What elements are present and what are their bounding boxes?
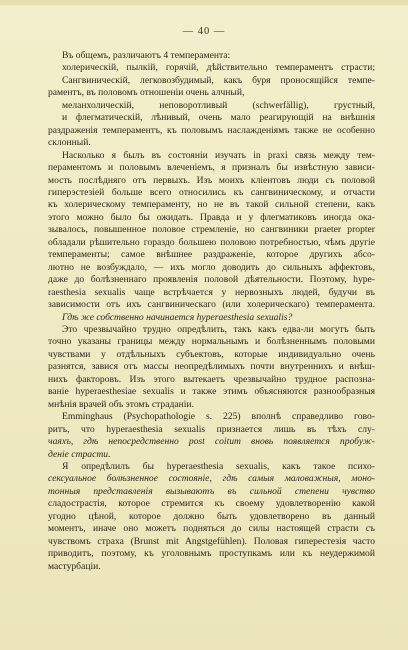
text-line: пераментомъ и половымъ влеченіемъ, я призналъ бы извѣстную зависи- bbox=[48, 162, 375, 174]
text-line: Насколько я былъ въ состояніи изучать in praxi связь между тем- bbox=[62, 149, 375, 161]
text-line: тонныя представленія вызываютъ въ сильной степени чувство bbox=[48, 485, 375, 497]
text-line: раментъ, въ половомъ отношеніи очень алчный, bbox=[48, 87, 245, 99]
text-line: моментъ, иначе оно можетъ подняться до силы настоящей страсти съ bbox=[48, 523, 375, 535]
text-line: чувствами у отдѣльныхъ субъектовъ, которые индивидуально очень bbox=[48, 348, 375, 360]
text-line: мастурбаціи. bbox=[48, 560, 101, 572]
text-line: сексуальное болѣзненное состояніе, гдѣ самыя маловажныя, моно- bbox=[48, 473, 375, 485]
text-line: къ холерическому темпераменту, но не въ такой сильной степени, какъ bbox=[48, 199, 375, 211]
text-line: Гдѣ же собственно начинается hyperaesthesia sexualis? bbox=[62, 311, 293, 323]
text-line: зависимости отъ ихъ сангвиническаго (или холерическаго) темперамента. bbox=[48, 299, 375, 311]
text-line: холерическій, пылкій, горячій, дѣйствительно темпераментъ страсти; bbox=[62, 62, 375, 74]
text-line: даже до болѣзненнаго проявленія половой дѣятельности. Поэтому, hype- bbox=[48, 274, 375, 286]
page-number: — 40 — bbox=[182, 26, 226, 37]
text-line: Сангвиническій, легковозбудимый, какъ буря проносящійся темпе- bbox=[62, 74, 375, 86]
text-line: чаяхъ, гдѣ непосредственно post coitum вновь появляется пробуж- bbox=[48, 436, 375, 448]
text-line: Emminghaus (Psychopathologie s. 225) вполнѣ справедливо гово- bbox=[62, 411, 375, 423]
text-line: нихъ факторовъ. Изъ этого вытекаетъ чрезвычайно трудное распозна- bbox=[48, 373, 375, 385]
text-line: деніе страсти. bbox=[48, 448, 111, 460]
text-line: темпераменты; самое внѣшнее раздраженіе, которое другихъ абсо- bbox=[48, 249, 375, 261]
text-line: мнѣнія врачей объ этомъ страданіи. bbox=[48, 398, 194, 410]
text-line: и флегматическій, лѣнивый, очень мало реагирующій на внѣшнія bbox=[62, 112, 375, 124]
text-line: склонный. bbox=[48, 137, 91, 149]
text-line: приводитъ, поэтому, къ уголовнымъ проступкамъ или къ неудержимой bbox=[48, 548, 375, 560]
text-line: точно указаны границы между нормальнымъ и болѣзненнымъ половыми bbox=[48, 336, 375, 348]
text-line: разнятся, завися отъ массы неопредѣлимыхъ почти внутреннихъ и внѣш- bbox=[48, 361, 375, 373]
text-line: raesthesia sexualis чаще встрѣчается у нервозныхъ людей, будучи въ bbox=[48, 286, 375, 298]
text-line: чувствомъ страха (Brunst mit Angstgefühlen). Половая гиперестезія часто bbox=[48, 535, 375, 547]
body-text bbox=[48, 50, 375, 573]
text-line: меланхолическій, неповоротливый (schwerfällig), грустный, bbox=[62, 99, 375, 111]
text-line: ваніе hyperaesthesiae sexualis и также этимъ объясняются разнообразныя bbox=[48, 386, 375, 398]
text-line: ритъ, что hyperaesthesia sexualis признается лишь въ тѣхъ слу- bbox=[48, 423, 375, 435]
text-line: сладострастія, которое стремится къ своему удовлетворенію какой bbox=[48, 498, 375, 510]
text-line: гиперэстезіей больше всего относились къ сангвиническому, и отчасти bbox=[48, 186, 375, 198]
text-line: раздраженія темпераментъ, къ половымъ наслажденіямъ также не особенно bbox=[48, 124, 375, 136]
text-line: Я опредѣлилъ бы hyperaesthesia sexualis, какъ такое психо- bbox=[62, 460, 375, 472]
text-line: этого можно было бы ожидать. Правда и у флегматиковъ иногда ока- bbox=[48, 211, 375, 223]
text-line: мость послѣдняго отъ первыхъ. Изъ моихъ кліентовъ люди съ половой bbox=[48, 174, 375, 186]
text-line: зывалось, повышенное половое стремленіе, но сангвиники praeter propter bbox=[48, 224, 375, 236]
text-line: Въ общемъ, различаютъ 4 темперамента: bbox=[62, 50, 231, 61]
text-line: угодно цѣной, которое должно быть удовлетворено въ данный bbox=[48, 510, 375, 522]
text-line: обладали рѣшительно гораздо большею половою потребностью, чѣмъ другіе bbox=[48, 236, 375, 248]
page-top-edge bbox=[0, 0, 408, 5]
text-line: Это чрезвычайно трудно опредѣлить, такъ какъ едва-ли могутъ быть bbox=[62, 323, 375, 335]
text-line: лютно не возбуждало, — ихъ могло доводить до сильныхъ аффектовъ, bbox=[48, 261, 375, 273]
